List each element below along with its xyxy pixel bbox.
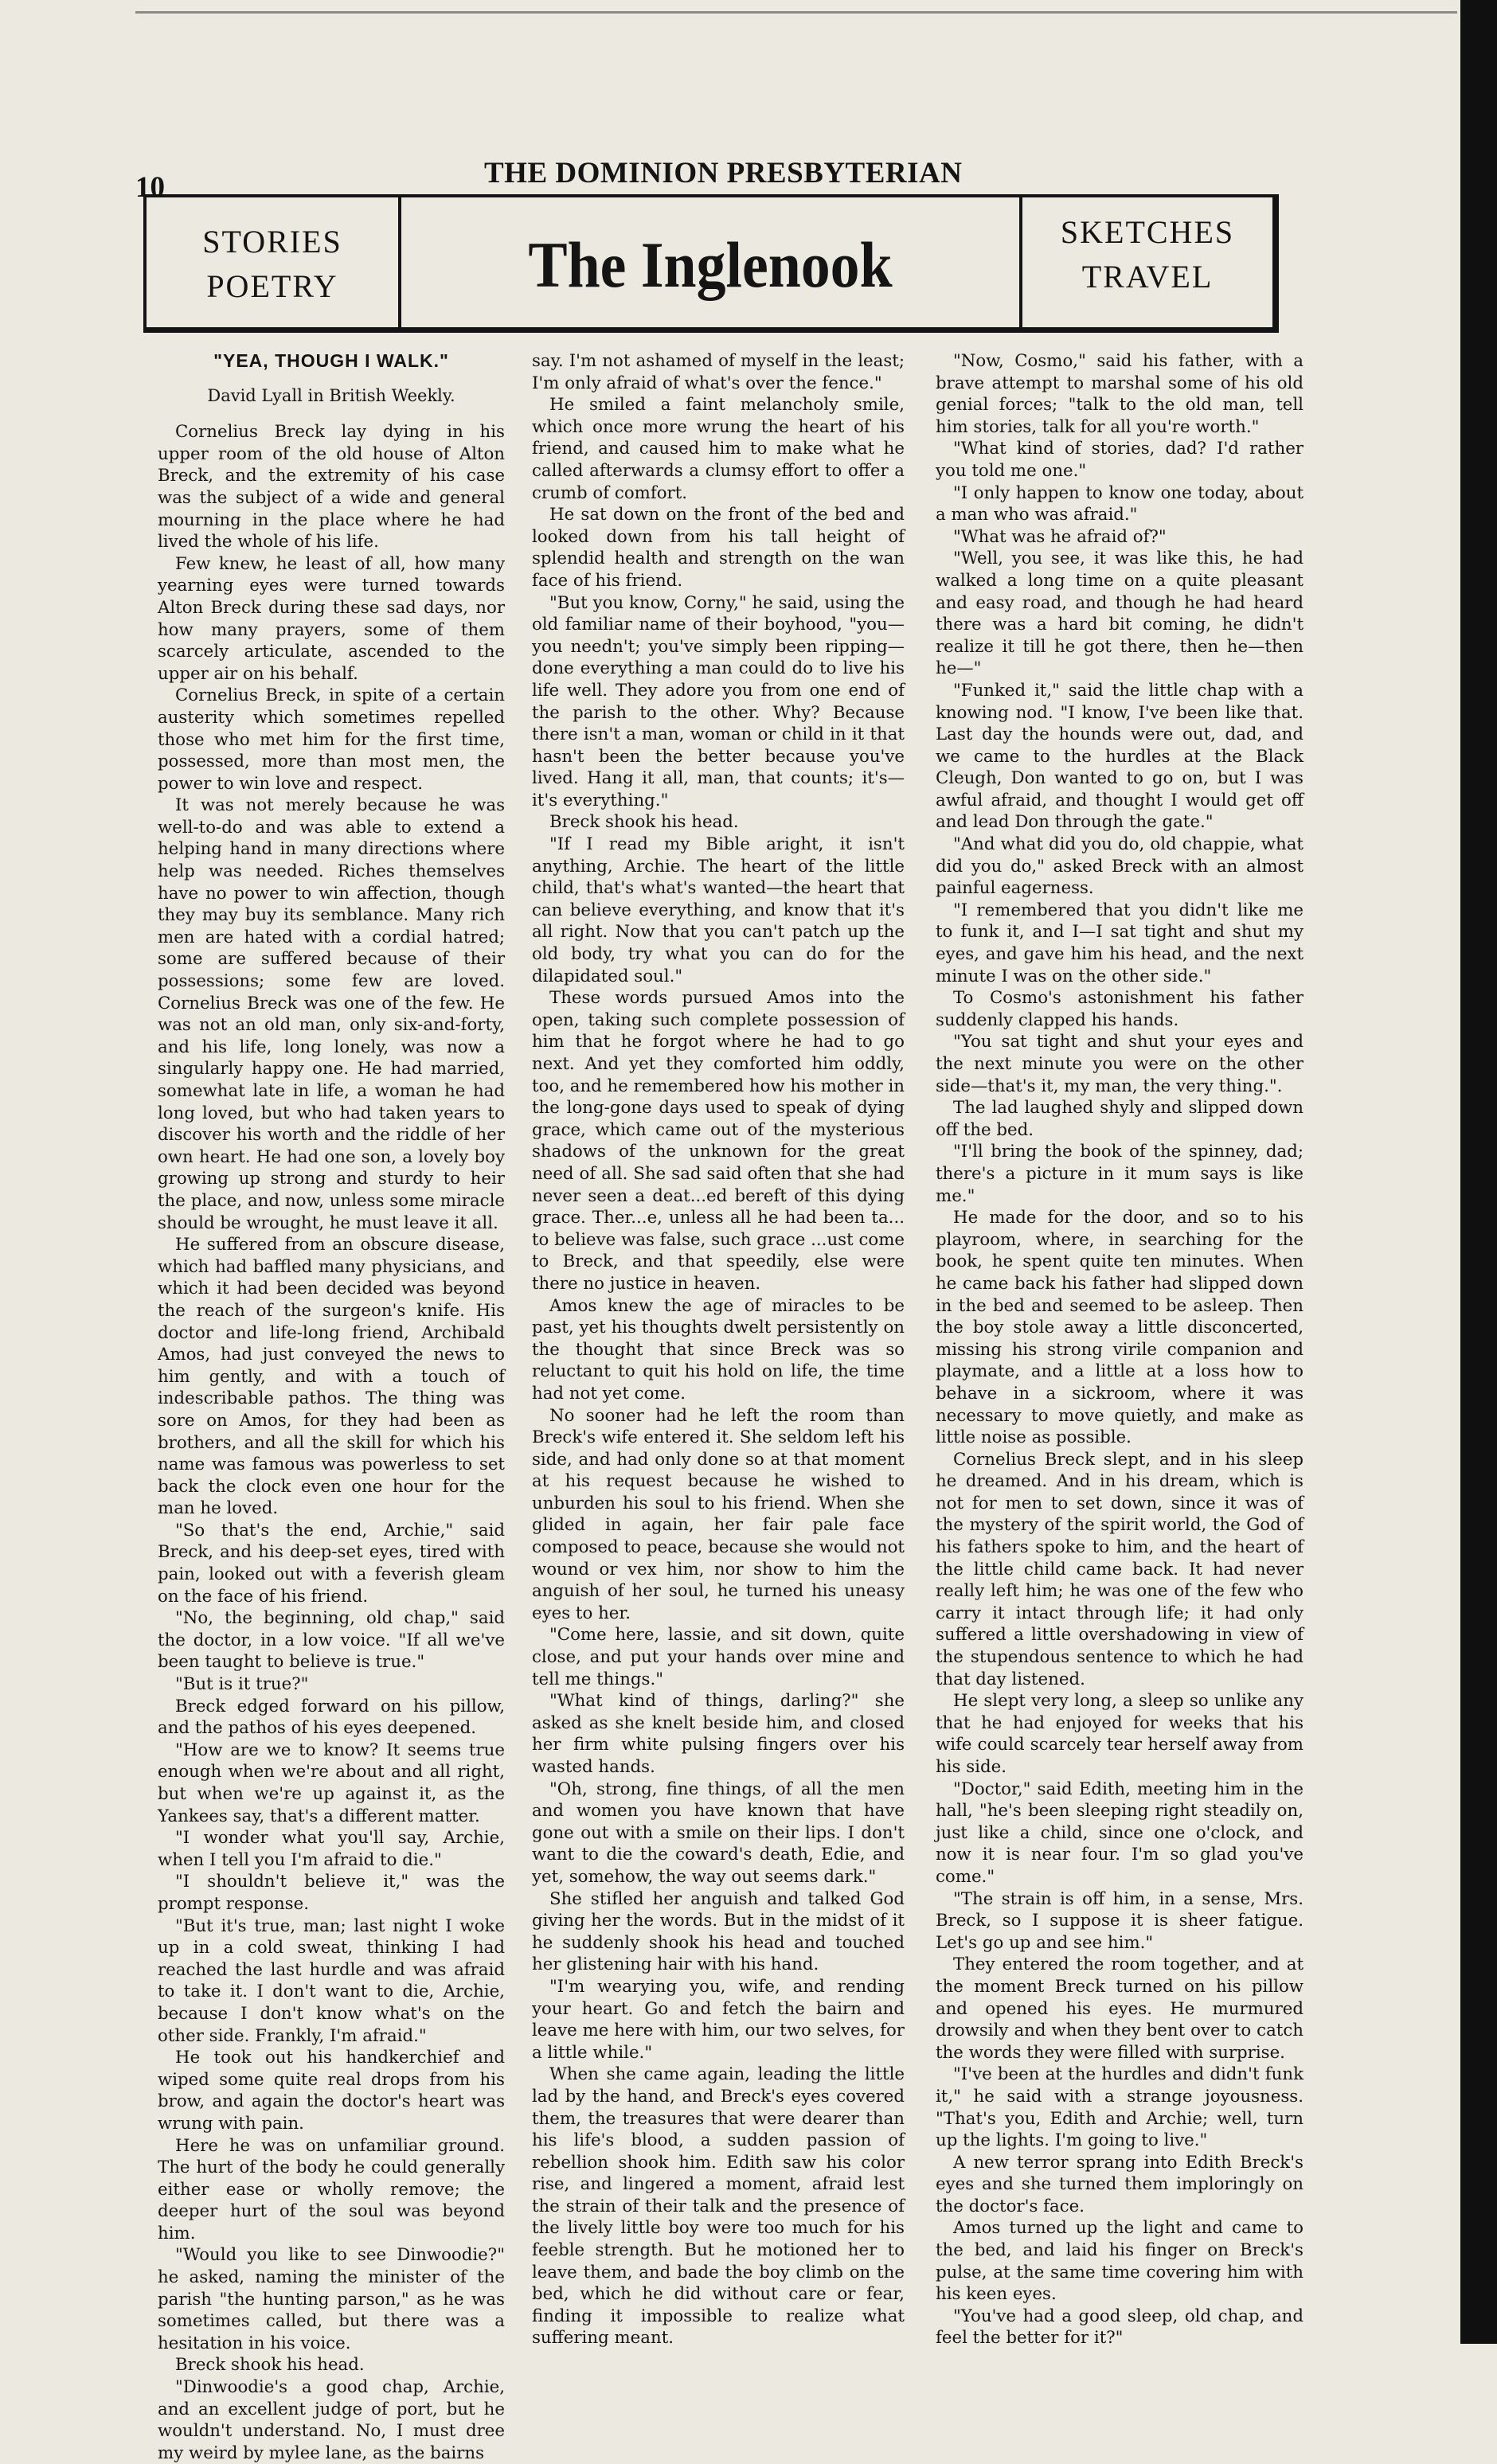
paragraph: "What was he afraid of?" xyxy=(953,526,1167,547)
top-rule xyxy=(135,11,1457,14)
column-1 xyxy=(158,350,505,2464)
paragraph: Breck shook his head. xyxy=(175,2355,365,2376)
section-title: The Inglenook xyxy=(528,228,893,301)
banner-right-box xyxy=(1019,197,1272,327)
paragraph: Breck edged forward on his pillow, and the pathos of his eyes deepened. xyxy=(158,1696,505,1739)
paragraph: He slept very long, a sleep so unlike any that he had enjoyed for weeks that his wife could scarcely tear herself away from his side. xyxy=(936,1691,1304,1777)
paragraph: Breck shook his head. xyxy=(549,812,739,833)
paragraph: "How are we to know? It seems true enough when we're about and all right, but when we're up against it, as the Yankees say, that's a different matter. xyxy=(158,1740,505,1826)
banner-label-poetry: POETRY xyxy=(206,268,338,304)
journal-title: THE DOMINION PRESBYTERIAN xyxy=(484,157,963,189)
paragraph: Amos turned up the light and came to the bed, and laid his finger on Breck's pulse, at the same time covering him with his keen eyes. xyxy=(936,2218,1304,2305)
paragraph: "I remembered that you didn't like me to funk it, and I—I sat tight and shut my eyes, and gave him his head, and the next minute I was on the other side." xyxy=(936,900,1304,986)
paragraph: Few knew, he least of all, how many yearning eyes were turned towards Alton Breck during these sad days, nor how many prayers, some of them scarcely articulate, ascended to the upper air on his behalf. xyxy=(158,553,505,684)
banner-label-sketches: SKETCHES xyxy=(1060,214,1235,250)
paragraph: "I only happen to know one today, about a man who was afraid." xyxy=(936,482,1304,525)
paragraph: Here he was on unfamiliar ground. The hurt of the body he could generally either ease or wholly remove; the deeper hurt of the soul was beyond him. xyxy=(158,2135,505,2243)
paragraph: He smiled a faint melancholy smile, which once more wrung the heart of his friend, and caused him to make what he called afterwards a clumsy effort to offer a crumb of comfort. xyxy=(532,395,905,503)
paragraph: "And what did you do, old chappie, what did you do," asked Breck with an almost painful eagerness. xyxy=(936,834,1304,899)
paragraph: "You sat tight and shut your eyes and the next minute you were on the other side—that's it, my man, the very thing.". xyxy=(936,1032,1304,1096)
paragraph: "What kind of things, darling?" she asked as she knelt beside him, and closed her firm white pulsing fingers over his wasted hands. xyxy=(532,1691,905,1777)
banner-label-travel: TRAVEL xyxy=(1081,259,1214,295)
paragraph: "I wonder what you'll say, Archie, when I tell you I'm afraid to die." xyxy=(158,1828,505,1870)
paragraph: When she came again, leading the little lad by the hand, and Breck's eyes covered them, the treasures that were dearer than his life's blood, a sudden passion of rebellion shook him. Edith saw his color rise, and lingered a moment, afraid lest the strain of their talk and the presence of the lively little boy were too much for his feeble strength. But he motioned her to leave them, and bade the boy climb on the bed, which he did without care or fear, finding it impossible to realize what suffering meant. xyxy=(532,2064,905,2349)
paragraph: A new terror sprang into Edith Breck's eyes and she turned them imploringly on the doctor's face. xyxy=(936,2152,1304,2216)
paragraph: "I'm wearying you, wife, and rending your heart. Go and fetch the bairn and leave me here with him, our two selves, for a little while." xyxy=(532,1976,905,2063)
paragraph: He made for the door, and so to his playroom, where, in searching for the book, he spent quite ten minutes. When he came back his father had slipped down in the bed and seemed to be asleep. Then the boy stole away a little disconcerted, missing his strong virile companion and playmate, and a little at a loss how to behave in a sickroom, where it was necessary to move quietly, and make as little noise as possible. xyxy=(936,1208,1304,1448)
paragraph: "Would you like to see Dinwoodie?" he asked, naming the minister of the parish "the hunting parson," as he was sometimes called, but there was a hesitation in his voice. xyxy=(158,2245,505,2353)
paragraph: These words pursued Amos into the open, taking such complete possession of him that he forgot where he had to go next. And yet they comforted him oddly, too, and he remembered how his mother in the long-gone days used to speak of dying grace, which came out of the mysterious shadows of the unknown for the great need of all. She sad said often that she had never seen a deat...ed bereft of this dying grace. Ther...e, unless all he had been ta... to believe was false, such grace ...ust come to Breck, and that speedily, else were there no justice in heaven. xyxy=(532,988,905,1294)
paragraph: They entered the room together, and at the moment Breck turned on his pillow and opened his eyes. He murmured drowsily and when they bent over to catch the words they were filled with surprise. xyxy=(936,1954,1304,2063)
paragraph: "So that's the end, Archie," said Breck, and his deep-set eyes, tired with pain, looked out with a feverish gleam on the face of his friend. xyxy=(158,1520,505,1607)
article-byline: David Lyall in British Weekly. xyxy=(207,385,455,405)
paragraph: Cornelius Breck slept, and in his sleep he dreamed. And in his dream, which is not for men to set down, since it was of the mystery of the spirit world, the God of his fathers spoke to him, and the heart of the little child came back. It had never really left him; he was one of the few who carry it intact through life; it had only suffered a little overshadowing in view of the stupendous sentence to which he had that day listened. xyxy=(936,1449,1304,1689)
section-banner xyxy=(143,194,1279,333)
page-edge-shadow xyxy=(1460,0,1497,2344)
paragraph: No sooner had he left the room than Breck's wife entered it. She seldom left his side, and had only done so at that moment at his request because he wished to unburden his soul to his friend. When she glided in again, her fair pale face composed to peace, because she would not wound or vex him, nor show to him the anguish of her soul, he turned his uneasy eyes to her. xyxy=(532,1405,905,1623)
paragraph: "Now, Cosmo," said his father, with a brave attempt to marshal some of his old genial forces; "talk to the old man, tell him stories, talk for all you're worth." xyxy=(936,351,1304,437)
paragraph: "I've been at the hurdles and didn't funk it," he said with a strange joyousness. "That's you, Edith and Archie; well, turn up the lights. I'm going to live." xyxy=(936,2064,1304,2151)
paragraph: "I shouldn't believe it," was the prompt response. xyxy=(158,1872,505,1914)
paragraph: "But is it true?" xyxy=(175,1674,309,1695)
paragraph: The lad laughed shyly and slipped down off the bed. xyxy=(936,1098,1304,1140)
paragraph: say. I'm not ashamed of myself in the least; I'm only afraid of what's over the fence." xyxy=(532,351,905,393)
paragraph: To Cosmo's astonishment his father suddenly clapped his hands. xyxy=(936,988,1304,1030)
paragraph: "You've had a good sleep, old chap, and feel the better for it?" xyxy=(936,2306,1304,2349)
paragraph: "Dinwoodie's a good chap, Archie, and an excellent judge of port, but he wouldn't understand. No, I must dree my weird by mylee lane, as the bairns xyxy=(158,2377,505,2463)
paragraph: "What kind of stories, dad? I'd rather you told me one." xyxy=(936,439,1304,481)
paragraph: He suffered from an obscure disease, which had baffled many physicians, and which it had been decided was beyond the reach of the surgeon's knife. His doctor and life-long friend, Archibald Amos, had just conveyed the news to him gently, and with a touch of indescribable pathos. The thing was sore on Amos, for they had been as brothers, and all the skill for which his name was famous was powerless to set back the clock even one hour for the man he loved. xyxy=(158,1235,505,1519)
page-number: 10 xyxy=(135,171,165,204)
column-2 xyxy=(532,350,905,2349)
paragraph: Cornelius Breck, in spite of a certain austerity which sometimes repelled those who met him for the first time, possessed, more than most men, the power to win love and respect. xyxy=(158,685,505,794)
paragraph: "Funked it," said the little chap with a knowing nod. "I know, I've been like that. Last day the hounds were out, dad, and we came to the hurdles at the Black Cleugh, Don wanted to go on, but I was awful afraid, and thought I would get off and lead Don through the gate." xyxy=(936,680,1304,833)
paragraph: "Well, you see, it was like this, he had walked a long time on a quite pleasant and easy road, and though he had heard there was a hard bit coming, he didn't realize it till he got there, then he—then he—" xyxy=(936,549,1304,679)
paragraph: Cornelius Breck lay dying in his upper room of the old house of Alton Breck, and the extremity of his case was the subject of a wide and general mourning in the place where he had lived the whole of his life. xyxy=(158,422,505,553)
paragraph: It was not merely because he was well-to-do and was able to extend a helping hand in many directions where help was needed. Riches themselves have no power to win affection, though they may buy its semblance. Many rich men are hated with a cordial hatred; some are suffered because of their possessions; some few are loved. Cornelius Breck was one of the few. He was not an old man, only six-and-forty, and his life, long lonely, was now a singularly happy one. He had married, somewhat late in life, a woman he had long loved, but who had taken years to discover his worth and the riddle of her own heart. He had one son, a lovely boy growing up strong and sturdy to heir the place, and now, unless some miracle should be wrought, he must leave it all. xyxy=(158,795,505,1233)
paragraph: He sat down on the front of the bed and looked down from his tall height of splendid health and strength on the wan face of his friend. xyxy=(532,505,905,591)
paragraph: "But you know, Corny," he said, using the old familiar name of their boyhood, "you—you needn't; you've simply been ripping—done everything a man could do to live his life well. They adore you from one end of the parish to the other. Why? Because there isn't a man, woman or child in it that hasn't been the better because you've lived. Hang it all, man, that counts; it's—it's everything." xyxy=(532,592,905,810)
paragraph: "Doctor," said Edith, meeting him in the hall, "he's been sleeping right steadily on, just like a child, since one o'clock, and now it is near four. I'm so glad you've come." xyxy=(936,1779,1304,1887)
paragraph: "No, the beginning, old chap," said the doctor, in a low voice. "If all we've been taught to believe is true." xyxy=(158,1608,505,1673)
paragraph: "Come here, lassie, and sit down, quite close, and put your hands over mine and tell me things." xyxy=(532,1625,905,1689)
paragraph: She stifled her anguish and talked God giving her the words. But in the midst of it he suddenly shook his head and touched her glistening hair with his hand. xyxy=(532,1888,905,1975)
paragraph: "I'll bring the book of the spinney, dad; there's a picture in it mum says is like me." xyxy=(936,1142,1304,1206)
paragraph: "The strain is off him, in a sense, Mrs. Breck, so I suppose it is sheer fatigue. Let's go up and see him." xyxy=(936,1888,1304,1953)
banner-label-stories: STORIES xyxy=(202,224,342,260)
article-title: "YEA, THOUGH I WALK." xyxy=(213,350,449,371)
banner-left-box xyxy=(147,197,401,327)
paragraph: "Oh, strong, fine things, of all the men and women you have known that have gone out with a smile on their lips. I don't want to die the coward's death, Edie, and yet, somehow, the way out seems dark." xyxy=(532,1779,905,1887)
column-3 xyxy=(936,350,1304,2349)
paragraph: Amos knew the age of miracles to be past, yet his thoughts dwelt persistently on the thought that since Breck was so reluctant to quit his hold on life, the time had not yet come. xyxy=(532,1295,905,1404)
paragraph: "If I read my Bible aright, it isn't anything, Archie. The heart of the little child, that's what's wanted—the heart that can believe everything, and know that it's all right. Now that you can't patch up the old body, try what you can do for the dilapidated soul." xyxy=(532,834,905,986)
paragraph: "But it's true, man; last night I woke up in a cold sweat, thinking I had reached the last hurdle and was afraid to take it. I don't want to die, Archie, because I don't know what's on the other side. Frankly, I'm afraid." xyxy=(158,1915,505,2046)
paragraph: He took out his handkerchief and wiped some quite real drops from his brow, and again the doctor's heart was wrung with pain. xyxy=(158,2048,505,2134)
